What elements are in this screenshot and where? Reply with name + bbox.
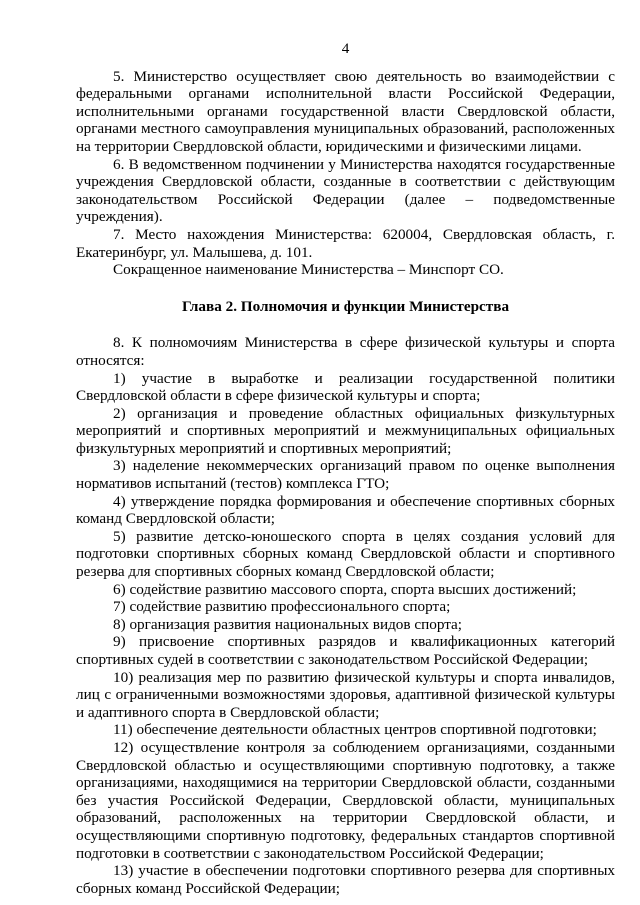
list-item-6: 6) содействие развитию массового спорта, спорта высших достижений; bbox=[113, 580, 577, 598]
list-item-2: 2) организация и проведение областных официальных физкультурных мероприятий и спортивных мероприятий и межмуниципальных официальных физкультурных мероприятий и спортивных мероприятий; bbox=[76, 404, 615, 457]
paragraph-5: 5. Министерство осуществляет свою деятельность во взаимодействии с федеральными органами исполнительной власти Российской Федерации, исполнительными органами государственной власти Свердловской области, органами местного самоуправления муниципальных образований, расположенных на территории Свердловской области, юридическими и физическими лицами. bbox=[76, 67, 615, 155]
list-item-11: 11) обеспечение деятельности областных центров спортивной подготовки; bbox=[113, 721, 597, 739]
list-item-9: 9) присвоение спортивных разрядов и квалификационных категорий спортивных судей в соответствии с законодательством Российской Федерации; bbox=[76, 633, 615, 668]
page-number: 4 bbox=[341, 40, 350, 57]
paragraph-7: 7. Место нахождения Министерства: 620004, Свердловская область, г. Екатеринбург, ул. Малышева, д. 101. bbox=[76, 225, 615, 261]
list-item-8: 8) организация развития национальных видов спорта; bbox=[113, 615, 462, 633]
list-item-7: 7) содействие развитию профессионального спорта; bbox=[113, 598, 451, 616]
list-item-10: 10) реализация мер по развитию физической культуры и спорта инвалидов, лиц с ограниченными возможностями здоровья, адаптивной физической культуры и адаптивного спорта в Свердловской области; bbox=[76, 668, 615, 721]
paragraph-short-name: Сокращенное наименование Министерства – Минспорт СО. bbox=[113, 261, 504, 279]
list-item-5: 5) развитие детско-юношеского спорта в целях создания условий для подготовки спортивных сборных команд Свердловской области и спортивного резерва для спортивных сборных команд Свердловской области; bbox=[76, 527, 615, 581]
list-item-1: 1) участие в выработке и реализации государственной политики Свердловской области в сфере физической культуры и спорта; bbox=[76, 369, 615, 405]
paragraph-8: 8. К полномочиям Министерства в сфере физической культуры и спорта относятся: bbox=[76, 334, 615, 369]
paragraph-6: 6. В ведомственном подчинении у Министерства находятся государственные учреждения Свердловской области, созданные в соответствии с действующим законодательством Российской Федерации (далее – подведомственные учреждения). bbox=[76, 155, 615, 226]
list-item-13: 13) участие в обеспечении подготовки спортивного резерва для спортивных сборных команд Российской Федерации; bbox=[76, 862, 615, 897]
chapter-title: Глава 2. Полномочия и функции Министерства bbox=[181, 297, 510, 315]
list-item-4: 4) утверждение порядка формирования и обеспечение спортивных сборных команд Свердловской области; bbox=[76, 492, 615, 528]
list-item-12: 12) осуществление контроля за соблюдением организациями, созданными Свердловской областью и осуществляющими спортивную подготовку, а также организациями, находящимися на территории Свердловской области, созданными без участия Российской Федерации, Свердловской области, муниципальных образований, расположенных на территории Свердловской области, и осуществляющими спортивную подготовку, федеральных стандартов спортивной подготовки в соответствии с законодательством Российской Федерации; bbox=[76, 738, 615, 862]
document-page bbox=[76, 40, 615, 897]
list-item-3: 3) наделение некоммерческих организаций правом по оценке выполнения нормативов испытаний (тестов) комплекса ГТО; bbox=[76, 457, 615, 493]
